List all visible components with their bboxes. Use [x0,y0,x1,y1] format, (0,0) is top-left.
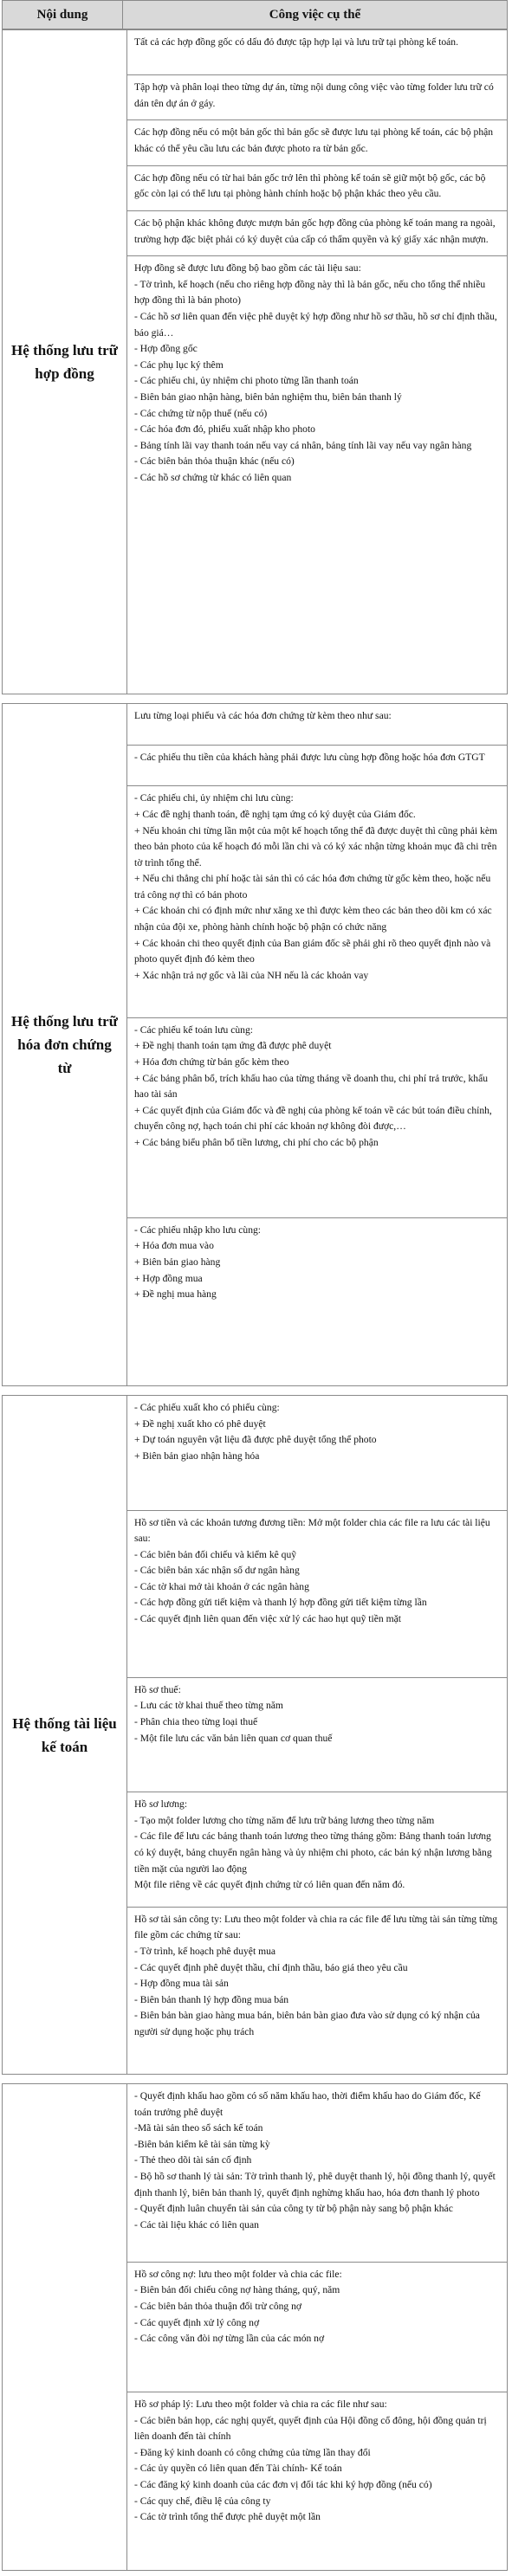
content-line: Một file riêng về các quyết định chứng từ có liên quan đến năm đó. [134,1879,405,1891]
content-line: + Các đề nghị thanh toán, đề nghị tạm ứng có ký duyệt của Giám đốc. [134,808,416,820]
content-cell [127,30,507,75]
content-line: Hồ sơ lương: [134,1798,188,1811]
content-cell [127,2392,507,2570]
content-line: - Hợp đồng mua tài sản [134,1978,229,1990]
content-line: - Các phiếu chi, ủy nhiệm chi lưu cùng: [134,792,294,804]
content-line: + Hóa đơn mua vào [134,1240,214,1252]
content-cell [127,120,507,165]
content-line: Tất cả các hợp đồng gốc có dấu đỏ được tập hợp lại và lưu trữ tại phòng kế toán. [134,36,458,48]
content-line: + Các bảng phân bổ, trích khấu hao của từng tháng về doanh thu, chi phí trả trước, khấu hao tài sản [134,1072,489,1101]
content-line: + Biên bản giao nhận hàng hóa [134,1449,260,1462]
content-line: - Đăng ký kinh doanh có công chứng của từng lần thay đổi [134,2446,371,2458]
content-line: - Các hợp đồng gửi tiết kiệm và thanh lý hợp đồng gửi tiết kiệm từng lần [134,1597,427,1609]
content-line: - Các phụ lục ký thêm [134,358,224,371]
content-line: - Các phiếu nhập kho lưu cùng: [134,1223,262,1236]
section-content [127,1396,507,2074]
section-label: Hệ thống lưu trữ hợp đồng [3,30,127,694]
content-line: - Các tờ khai mở tài khoản ở các ngân hàng [134,1580,309,1592]
content-line: - Biên bản đối chiếu công nợ hàng tháng, quý, năm [134,2284,340,2296]
content-line: Hồ sơ pháp lý: Lưu theo một folder và chia ra các file như sau: [134,2398,387,2411]
content-cell [127,1018,507,1218]
content-line: + Các bảng biểu phân bổ tiền lương, chi phí cho các bộ phận [134,1137,379,1149]
content-line: - Quyết định khấu hao gồm có số năm khấu hao, thời điểm khấu hao do Giám đốc, Kế toán trưởng phê duyệt [134,2090,481,2118]
content-line: - Thẻ theo dõi tài sản cố định [134,2154,252,2166]
section-content [127,704,507,1385]
content-cell [127,746,507,787]
content-line: + Các khoản chi theo quyết định của Ban giám đốc sẽ phải ghi rõ theo quyết định nào và photo quyết định đó kèm theo [134,937,491,965]
content-line: + Hợp đồng mua [134,1272,203,1284]
content-line: - Hợp đồng gốc [134,343,198,355]
content-line: - Bộ hồ sơ thanh lý tài sản: Tờ trình thanh lý, phê duyệt thanh lý, hội đồng thanh lý, quyết định thanh lý, biên bản thanh lý, quyết định nghừng khấu hao, hóa đơn thanh lý photo [134,2170,496,2198]
content-cell [127,704,507,746]
content-line: - Các biên bản đối chiếu và kiểm kê quỹ [134,1548,297,1560]
content-line: - Các quy chế, điều lệ của công ty [134,2495,271,2507]
content-line: - Các công văn đòi nợ từng lần của các món nợ [134,2333,325,2345]
content-line: - Tạo một folder lương cho từng năm để lưu trữ bảng lương theo từng năm [134,1814,435,1826]
content-line: - Tờ trình, kế hoạch (nếu cho riêng hợp đồng này thì là bản gốc, nếu cho tổng thể nhiều hợp đồng thì là bản photo) [134,278,486,307]
content-line: + Dự toán nguyên vật liệu đã được phê duyệt tổng thể photo [134,1434,377,1446]
section-label: Hệ thống tài liệu kế toán [3,1396,127,2074]
content-line: + Xác nhận trả nợ gốc và lãi của NH nếu là các khoản vay [134,969,369,981]
content-line: - Các tài liệu khác có liên quan [134,2218,259,2231]
section-invoice-storage [2,703,508,1386]
content-line: -Biên bản kiểm kê tài sản từng kỳ [134,2138,270,2150]
table-header [2,0,508,29]
content-line: - Các chứng từ nộp thuế (nếu có) [134,407,268,419]
content-cell [127,2084,507,2263]
content-cell [127,1218,507,1385]
content-line: - Các biên bản họp, các nghị quyết, quyết định của Hội đồng cổ đông, hội đồng quản trị liên doanh đến tài chính [134,2414,487,2443]
content-line: + Đề nghị xuất kho có phê duyệt [134,1417,266,1430]
content-cell [127,1908,507,2074]
content-line: - Biên bản giao nhận hàng, biên bản nghiệm thu, biên bản thanh lý [134,391,402,403]
content-line: Các hợp đồng nếu có một bản gốc thì bản gốc sẽ được lưu tại phòng kế toán, các bộ phận khác có thể yêu cầu lưu các bản được photo ra từ bản gốc. [134,126,494,155]
content-line: + Biên bản giao hàng [134,1256,221,1268]
section-content [127,2084,507,2570]
content-line: - Các tờ trình tổng thể được phê duyệt một lần [134,2511,321,2523]
content-line: - Tờ trình, kế hoạch phê duyệt mua [134,1945,276,1957]
content-line: - Một file lưu các văn bản liên quan cơ quan thuế [134,1732,333,1744]
content-line: + Hóa đơn chứng từ bản gốc kèm theo [134,1056,289,1068]
content-line: Các hợp đồng nếu có từ hai bản gốc trở lên thì phòng kế toán sẽ giữ một bộ gốc, các bộ gốc còn lại có thể lưu tại phòng hành chính hoặc bộ phận khác theo yêu cầu. [134,171,486,200]
content-line: - Các đăng ký kinh doanh của các đơn vị đối tác khi ký hợp đồng (nếu có) [134,2479,432,2491]
content-cell [127,211,507,256]
content-line: Hợp đồng sẽ được lưu đồng bộ bao gồm các tài liệu sau: [134,262,361,274]
content-line: + Nếu khoản chi từng lần một của một kế hoạch tổng thể đã được duyệt thì cũng phải kèm theo bản photo của kế hoạch đó mỗi lần chi và có ký xác nhận từng khoản mục đã chi trên tờ trình tổng thể. [134,824,497,868]
content-line: + Nếu chi thẳng chi phí hoặc tài sản thì có các hóa đơn chứng từ gốc kèm theo, hoặc nếu trả công nợ thì có bản photo [134,873,491,901]
content-line: - Các hồ sơ liên quan đến việc phê duyệt ký hợp đồng như hồ sơ thầu, hồ sơ chỉ định thầu, báo giá… [134,310,497,339]
content-line: - Các phiếu xuất kho có phiếu cùng: [134,1402,280,1413]
section-accounting-documents [2,1395,508,2075]
section-content [127,30,507,694]
content-line: - Các hóa đơn đỏ, phiếu xuất nhập kho photo [134,423,315,436]
content-line: + Các khoản chi có định mức như xăng xe thì được kèm theo các bản theo dõi km có xác nhận của đội xe, phòng hành chính hoặc bộ phận có chức năng [134,905,492,933]
content-cell [127,1678,507,1793]
content-line: - Các quyết định xử lý công nợ [134,2316,260,2328]
content-line: - Các phiếu chi, ủy nhiệm chi photo từng lần thanh toán [134,375,359,387]
content-line: - Các biên bản thỏa thuận khác (nếu có) [134,455,295,468]
content-line: - Các quyết định phê duyệt thầu, chỉ định thầu, báo giá theo yêu cầu [134,1961,408,1973]
content-line: Hồ sơ tài sản công ty: Lưu theo một folder và chia ra các file để lưu từng tài sản từng từng file gồm các chứng từ sau: [134,1913,498,1941]
content-cell [127,75,507,120]
section-contract-storage [2,29,508,694]
content-line: - Các ủy quyền có liên quan đến Tài chính- Kế toán [134,2463,342,2475]
content-line: - Quyết định luân chuyển tài sản của công ty từ bộ phận này sang bộ phận khác [134,2203,453,2215]
content-line: -Mã tài sản theo sổ sách kế toán [134,2122,263,2134]
content-cell [127,1792,507,1908]
header-content-column: Nội dung [3,1,123,29]
content-line: - Các hồ sơ chứng từ khác có liên quan [134,471,292,483]
content-cell [127,256,507,694]
content-line: Tập hợp và phân loại theo từng dự án, từng nội dung công việc vào từng folder lưu trữ có dán tên dự án ở gáy. [134,81,494,109]
content-cell [127,1511,507,1678]
header-task-column: Công việc cụ thể [269,7,361,22]
content-cell [127,2263,507,2392]
content-line: - Các phiếu kế toán lưu cùng: [134,1023,253,1036]
content-cell [127,786,507,1018]
content-line: Hồ sơ công nợ: lưu theo một folder và chia các file: [134,2268,342,2280]
content-line: - Biên bản thanh lý hợp đồng mua bán [134,1993,289,2005]
content-line: - Các phiếu thu tiền của khách hàng phải được lưu cùng hợp đồng hoặc hóa đơn GTGT [134,751,485,763]
content-cell [127,1396,507,1511]
content-line: - Lưu các tờ khai thuế theo từng năm [134,1700,283,1712]
content-line: - Bảng tính lãi vay thanh toán nếu vay cá nhân, bảng tính lãi vay nếu vay ngân hàng [134,439,472,451]
content-cell [127,166,507,211]
section-label: Hệ thống lưu trữ hóa đơn chứng từ [3,704,127,1385]
content-line: + Các quyết định của Giám đốc và đề nghị của phòng kế toán về các bút toán điều chỉnh, chuyển công nợ, hạch toán chi phí các khoản nợ không đòi được,… [134,1104,492,1133]
content-line: Các bộ phận khác không được mượn bản gốc hợp đồng của phòng kế toán mang ra ngoài, trường hợp đặc biệt phải có ký duyệt của cấp có thẩm quyền và ký giấy xác nhận mượn. [134,216,496,245]
content-line: Lưu từng loại phiếu và các hóa đơn chứng từ kèm theo như sau: [134,710,392,721]
section-label [3,2084,127,2570]
content-line: - Các file để lưu các bảng thanh toán lương theo từng tháng gồm: Bảng thanh toán lương có ký duyệt, bảng chuyển ngân hàng và ủy nhiệm chi photo, các bản ký nhận lương bằng tiền mặt của người lao động [134,1830,492,1875]
content-line: + Đề nghị mua hàng [134,1288,217,1301]
content-line: - Các quyết định liên quan đến việc xử lý các hao hụt quỹ tiền mặt [134,1613,401,1625]
content-line: Hồ sơ thuế: [134,1683,181,1695]
content-line: - Biên bản bàn giao hàng mua bán, biên bản bàn giao đưa vào sử dụng có ký nhận của người sử dụng hoặc phụ trách [134,2010,480,2037]
content-line: - Phân chia theo từng loại thuế [134,1715,258,1727]
content-line: + Đề nghị thanh toán tạm ứng đã được phê duyệt [134,1040,332,1052]
content-line: - Các biên bản thỏa thuận đối trừ công nợ [134,2301,302,2313]
section-accounting-documents-continued [2,2083,508,2571]
content-line: Hồ sơ tiền và các khoản tương đương tiền: Mở một folder chia các file ra lưu các tài liệu sau: [134,1516,490,1545]
content-line: - Các biên bản xác nhận số dư ngân hàng [134,1565,300,1577]
